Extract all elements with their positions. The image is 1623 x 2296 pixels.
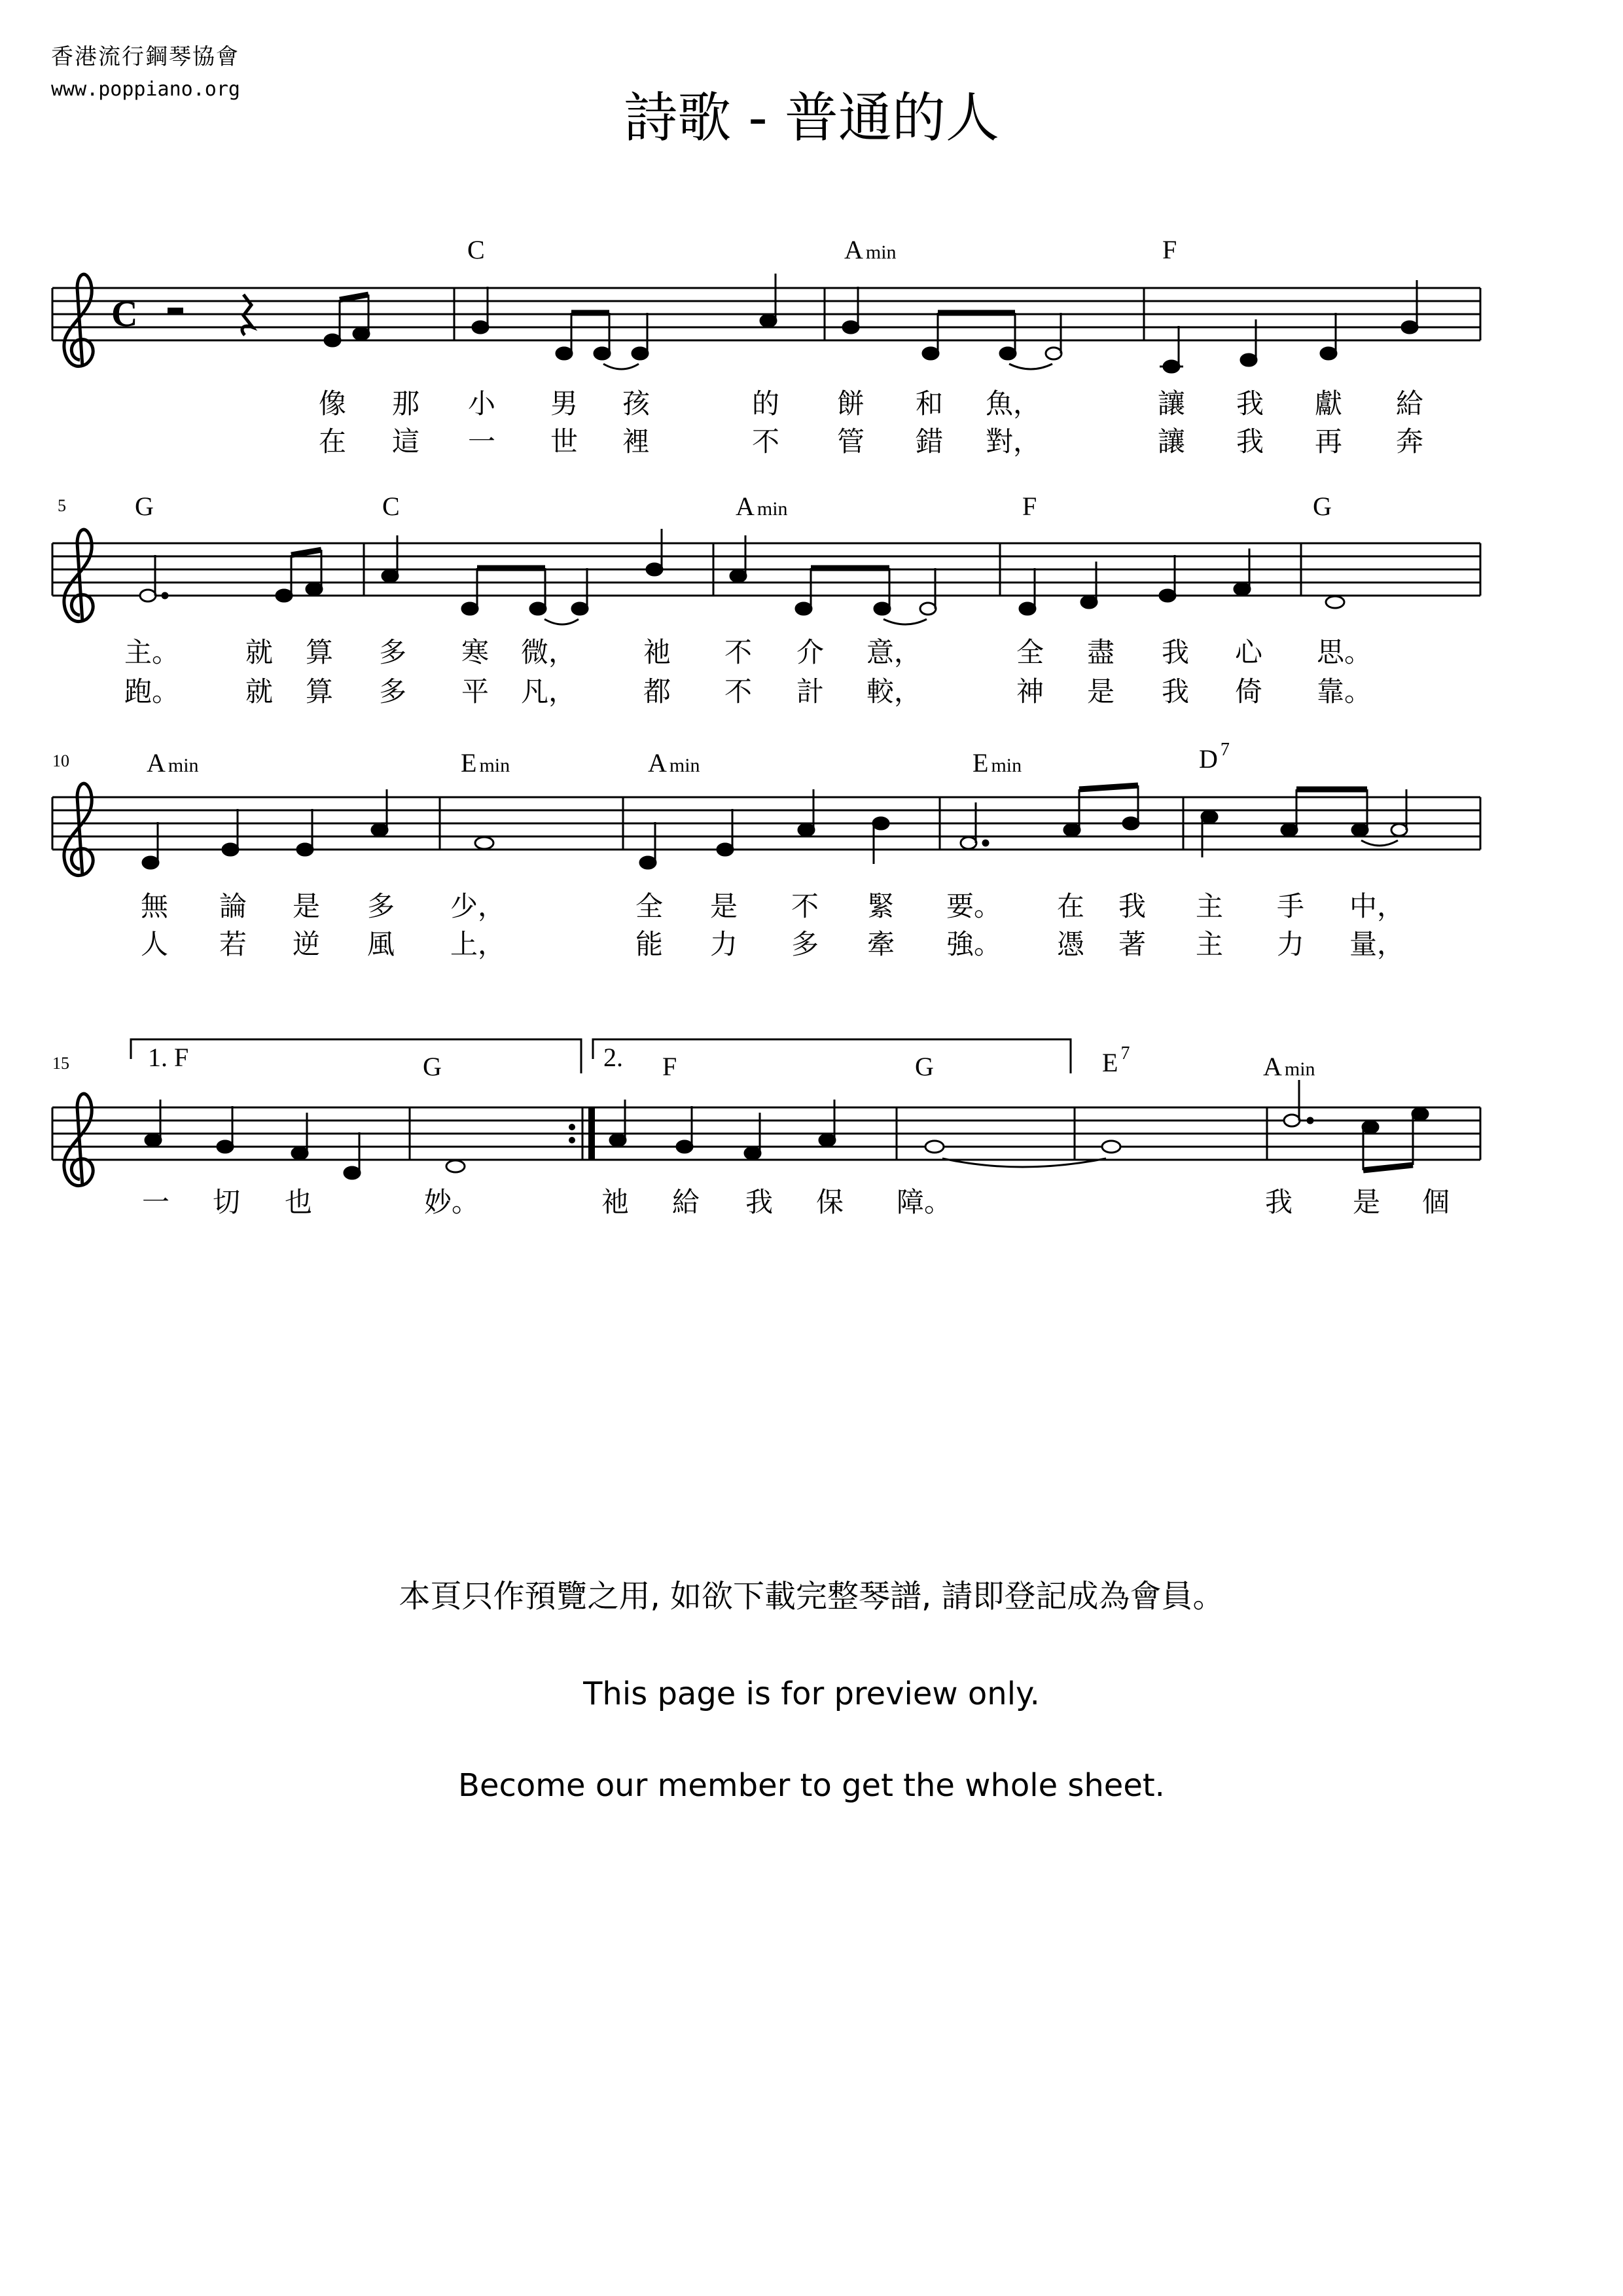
notice-preview: This page is for preview only.	[583, 1676, 1040, 1712]
site-url[interactable]: www.poppiano.org	[51, 78, 240, 101]
chord-sys3-3: A min	[648, 748, 700, 778]
notice-chinese: 本頁只作預覽之用, 如欲下載完整琴譜, 請即登記成為會員。	[399, 1578, 1224, 1615]
notice-membership: Become our member to get the whole sheet.	[458, 1767, 1165, 1804]
staff-system-3	[52, 797, 1480, 850]
treble-clefs	[64, 274, 93, 1186]
chord-sys4-6: A min	[1263, 1052, 1315, 1081]
chord-sys2-5: G	[1313, 492, 1332, 521]
chord-sys4-5: E $^7$	[1102, 1043, 1130, 1077]
chord-sys3-5: D $^7$	[1199, 740, 1230, 774]
chord-sys2-4: F	[1022, 492, 1037, 521]
common-time-sig: C	[111, 294, 138, 334]
chord-sys4-3: F	[662, 1052, 677, 1081]
chord-sys1-3: F	[1162, 235, 1177, 264]
ties-system-1	[603, 364, 1052, 369]
staff-system-2	[52, 543, 1480, 596]
measure-number-15: 15	[52, 1054, 69, 1073]
ending-2: 2.	[603, 1043, 623, 1072]
notes-system-2	[140, 529, 1344, 615]
chord-sys4-4: G	[915, 1052, 934, 1081]
chord-sys3-2: E min	[461, 748, 510, 778]
chord-sys1-1: C	[467, 235, 485, 264]
chord-sys4-2: G	[423, 1052, 442, 1081]
ties-system-2	[544, 619, 927, 624]
page-title: 詩歌 - 普通的人	[624, 87, 999, 149]
chord-sys2-1: G	[135, 492, 154, 521]
chord-sys1-2: A min	[844, 235, 897, 264]
measure-number-10: 10	[52, 751, 69, 770]
chord-sys2-3: A min	[736, 492, 788, 521]
measure-number-5: 5	[58, 496, 66, 515]
ending-1: 1. F	[148, 1043, 189, 1072]
notes-system-4	[145, 1080, 1428, 1179]
brand-name: 香港流行鋼琴協會	[51, 44, 240, 70]
half-rest	[168, 308, 183, 314]
chord-sys3-1: A min	[147, 748, 199, 778]
chord-sys3-4: E min	[972, 748, 1022, 778]
tie-system-3	[1361, 840, 1398, 846]
chord-sys2-2: C	[382, 492, 400, 521]
